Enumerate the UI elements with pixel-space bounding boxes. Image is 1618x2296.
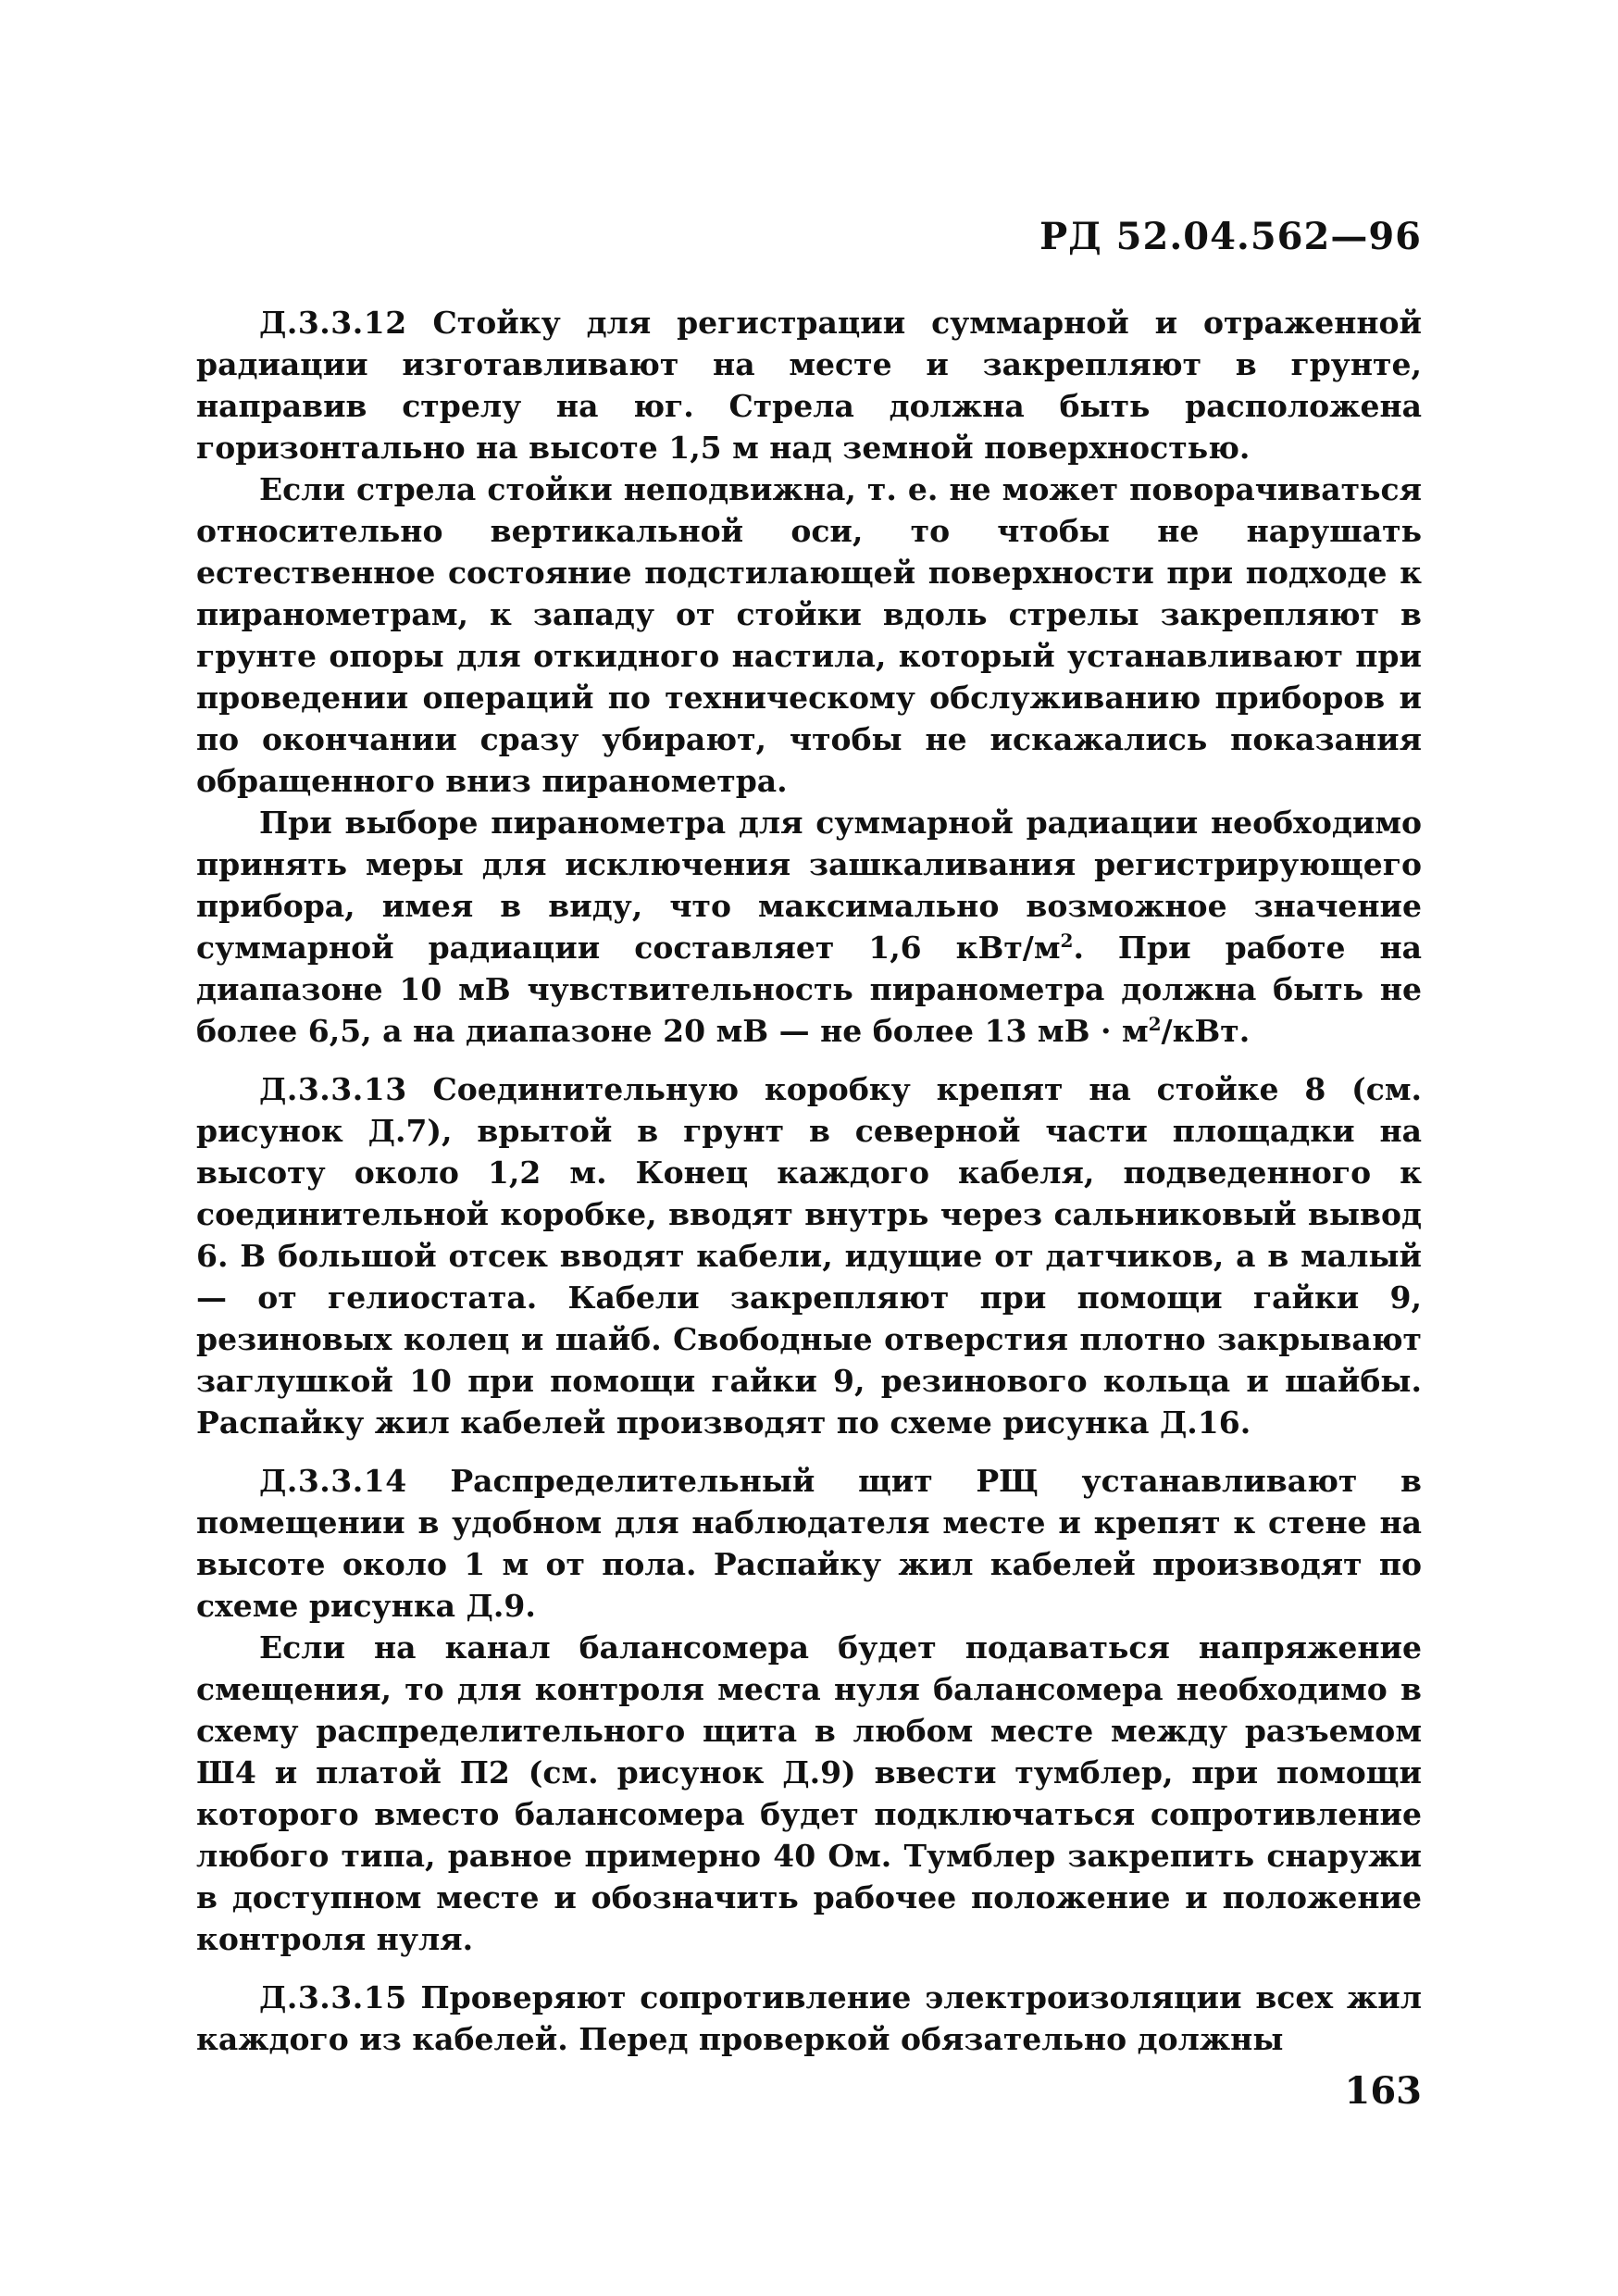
clause-number: Д.3.3.14 — [259, 1463, 407, 1499]
body-text — [196, 302, 1422, 2060]
page-number: 163 — [1344, 2069, 1422, 2113]
clause-number: Д.3.3.13 — [259, 1071, 407, 1107]
superscript: 2 — [1148, 1013, 1162, 1035]
superscript: 2 — [1060, 930, 1074, 952]
paragraph-text: Проверяют сопротивление электроизоляции всех жил каждого из кабелей. Перед проверкой обязательно должны — [196, 1979, 1422, 2057]
paragraph-d3315 — [196, 1977, 1422, 2060]
paragraph-text: При выборе пиранометра для суммарной радиации необходимо принять меры для исключения зашкаливания регистрирующего прибора, имея в виду, что максимально возможное значение суммарной радиации составляет 1,6 кВт/м — [196, 805, 1422, 966]
paragraph-text: . При работе на диапазоне 10 мВ чувствительность пиранометра должна быть не более 6,5, а на диапазоне 20 мВ — не более 13 мВ · м — [196, 930, 1422, 1049]
paragraph-text: Стойку для регистрации суммарной и отраженной радиации изготавливают на месте и закрепляют в грунте, направив стрелу на юг. Стрела должна быть расположена горизонтально на высоте 1,5 м над земной поверхностью. — [196, 305, 1422, 466]
paragraph-pyranometer-choice — [196, 802, 1422, 1052]
paragraph-d3313 — [196, 1068, 1422, 1443]
paragraph-text: Если стрела стойки неподвижна, т. е. не может поворачиваться относительно вертикальной оси, то чтобы не нарушать естественное состояние подстилающей поверхности при подходе к пиранометрам, к западу от стойки вдоль стрелы закрепляют в грунте опоры для откидного настила, который устанавливают при проведении операций по техническому обслуживанию приборов и по окончании сразу убирают, чтобы не искажались показания обращенного вниз пиранометра. — [196, 471, 1422, 799]
paragraph-d3314 — [196, 1460, 1422, 1627]
paragraph-text: Если на канал балансомера будет подаваться напряжение смещения, то для контроля места нуля балансомера необходимо в схему распределительного щита в любом месте между разъемом Ш4 и платой П2 (см. рисунок Д.9) ввести тумблер, при помощи которого вместо балансомера будет подключаться сопротивление любого типа, равное примерно 40 Ом. Тумблер закрепить снаружи в доступном месте и обозначить рабочее положение и положение контроля нуля. — [196, 1629, 1422, 1957]
clause-number: Д.3.3.12 — [259, 305, 407, 341]
paragraph-balance-meter — [196, 1627, 1422, 1960]
clause-number: Д.3.3.15 — [259, 1979, 407, 2015]
paragraph-text: Соединительную коробку крепят на стойке 8 (см. рисунок Д.7), врытой в грунт в северной части площадки на высоту около 1,2 м. Конец каждого кабеля, подведенного к соединительной коробке, вводят внутрь через сальниковый вывод 6. В большой отсек вводят кабели, идущие от датчиков, а в малый — от гелиостата. Кабели закрепляют при помощи гайки 9, резиновых колец и шайб. Свободные отверстия плотно закрывают заглушкой 10 при помощи гайки 9, резинового кольца и шайбы. Распайку жил кабелей производят по схеме рисунка Д.16. — [196, 1071, 1422, 1441]
document-code: РД 52.04.562—96 — [1039, 215, 1422, 258]
paragraph-text: /кВт. — [1161, 1013, 1251, 1049]
paragraph-stand-arm — [196, 468, 1422, 802]
paragraph-d3312 — [196, 302, 1422, 468]
paragraph-text: Распределительный щит РЩ устанавливают в помещении в удобном для наблюдателя месте и крепят к стене на высоте около 1 м от пола. Распайку жил кабелей производят по схеме рисунка Д.9. — [196, 1463, 1422, 1624]
